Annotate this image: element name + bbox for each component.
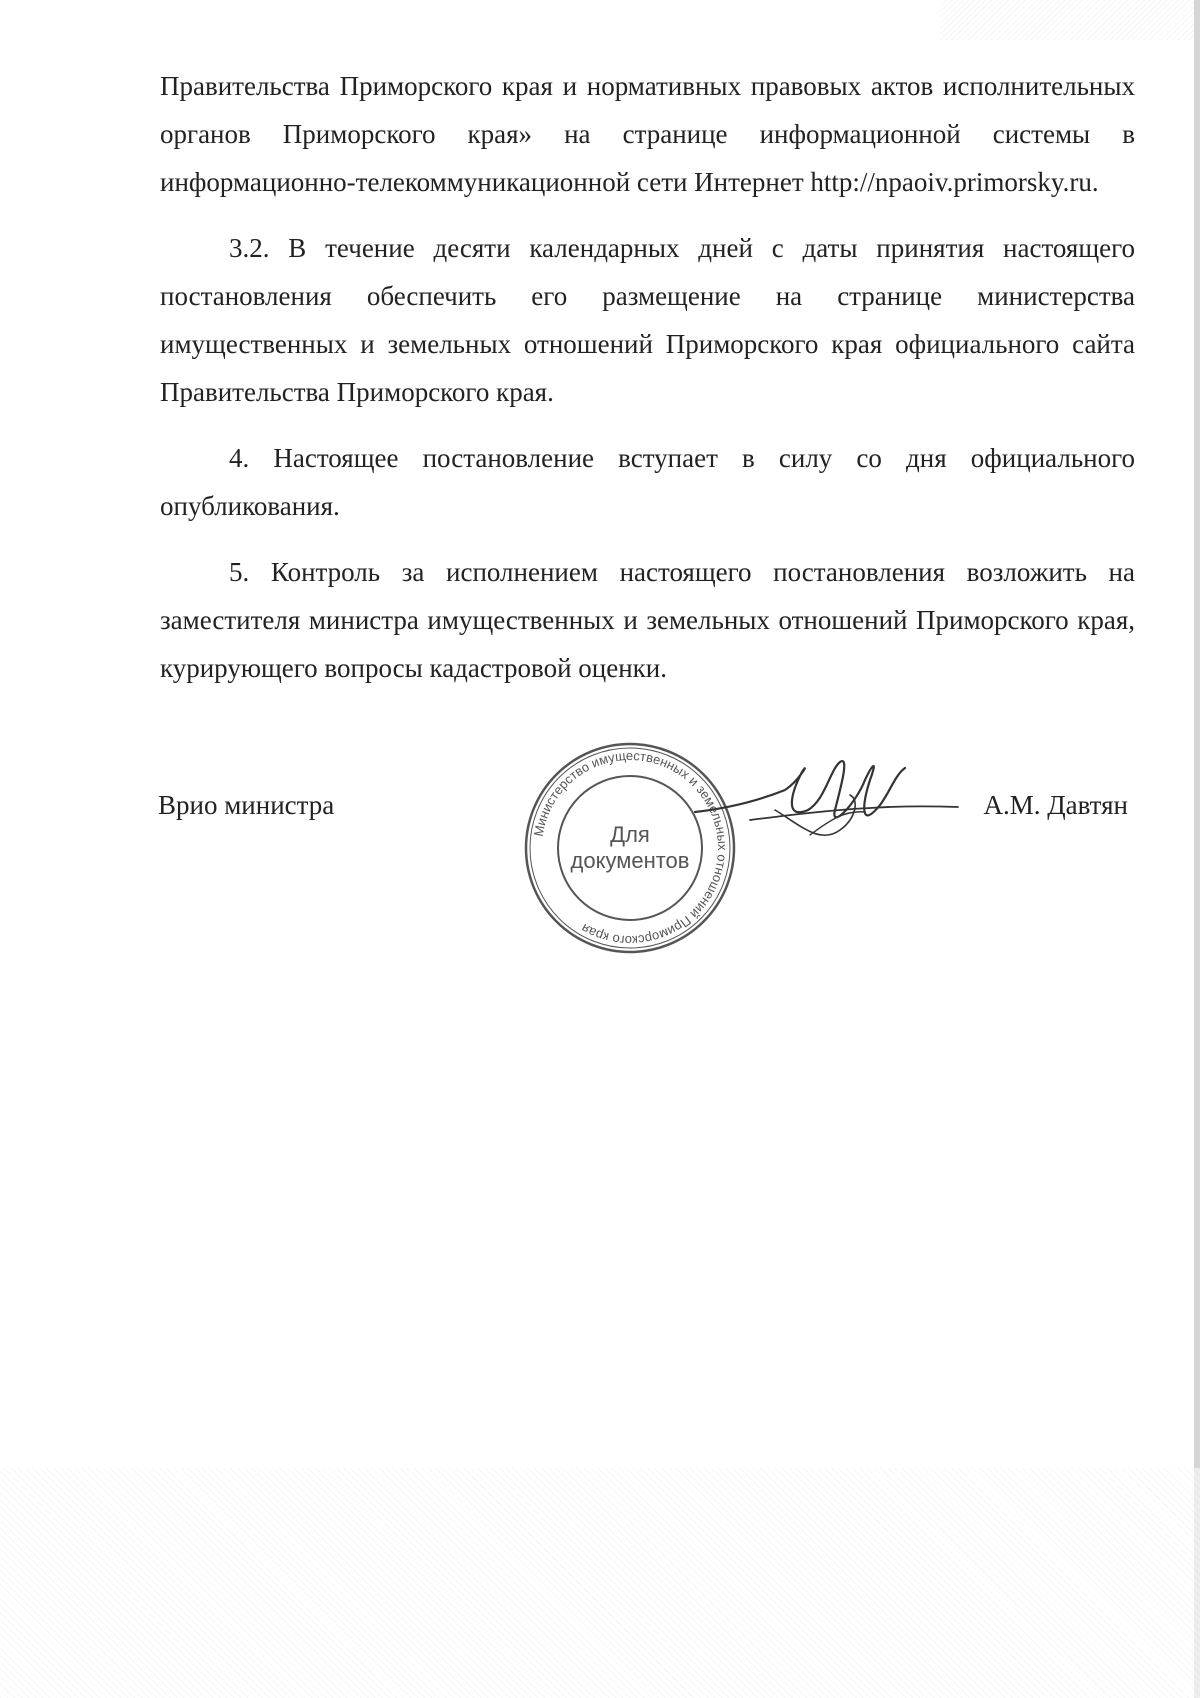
scan-artifact-top xyxy=(940,0,1200,40)
signatory-name: А.М. Давтян xyxy=(983,790,1128,820)
handwritten-signature xyxy=(690,750,960,870)
paragraph-3-2: 3.2. В течение десяти календарных дней с даты принятия настоящего постановления обеспечить его размещение на странице министерства имущественных и земельных отношений Приморского края официального сайта Правительства Приморского края. xyxy=(160,233,1135,407)
document-body xyxy=(160,62,1135,710)
paragraph-continuation: Правительства Приморского края и нормативных правовых актов исполнительных органов Приморского края» на странице информационной системы в информационно-телекоммуникационной сети Интернет http://npaoiv.primorsky.ru. xyxy=(160,71,1135,197)
scan-artifact-bottom xyxy=(0,1468,1200,1698)
stamp-center-line1: Для xyxy=(610,822,650,847)
stamp-outer-text: Министерство имущественных и земельных отношений Приморского края xyxy=(530,747,731,949)
signatory-title: Врио министра xyxy=(158,790,335,820)
paragraph-4: 4. Настоящее постановление вступает в силу со дня официального опубликования. xyxy=(160,443,1135,521)
paragraph-5: 5. Контроль за исполнением настоящего постановления возложить на заместителя министра имущественных и земельных отношений Приморского края, курирующего вопросы кадастровой оценки. xyxy=(160,557,1135,683)
stamp-center-line2: документов xyxy=(570,848,690,873)
scan-edge xyxy=(1194,0,1200,1698)
